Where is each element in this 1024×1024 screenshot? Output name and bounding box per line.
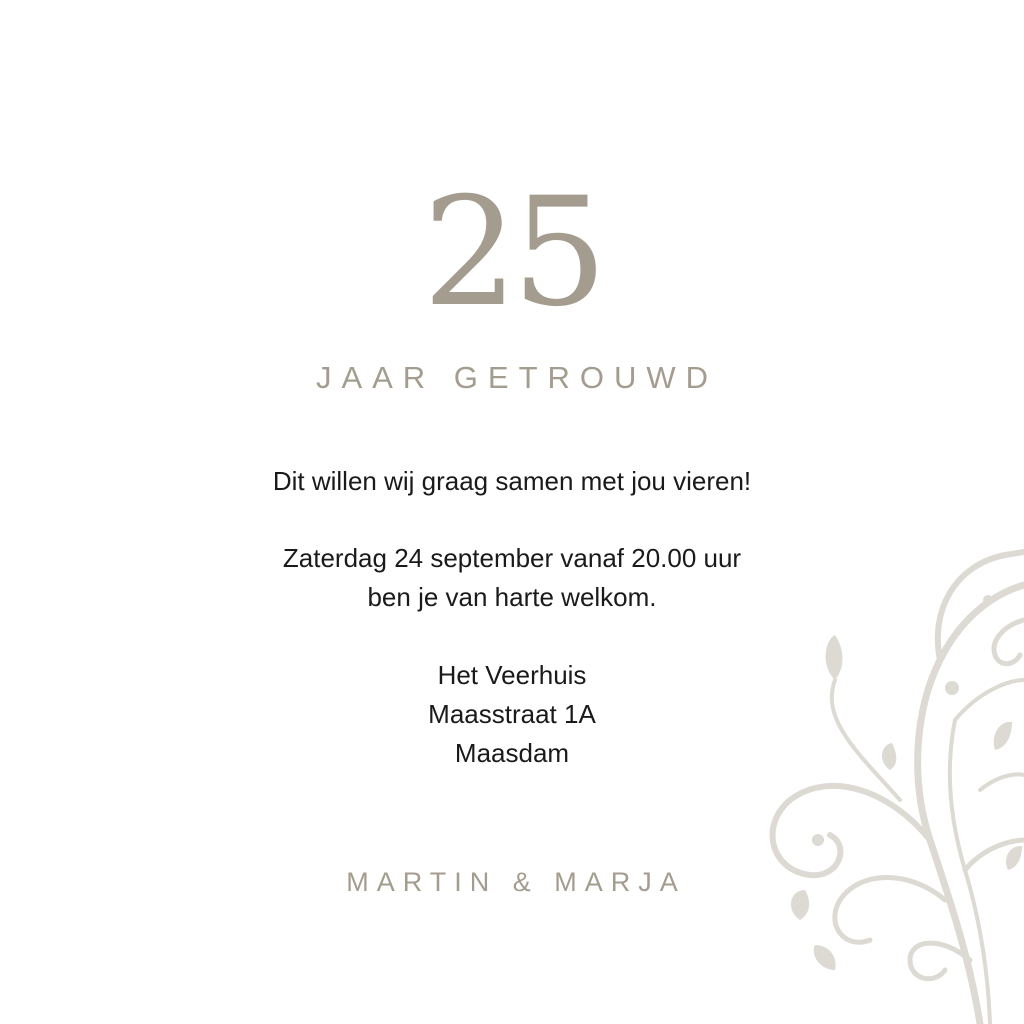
signature: MARTIN & MARJA: [346, 867, 686, 897]
venue-street: Maasstraat 1A: [428, 699, 596, 729]
invite-line: Dit willen wij graag samen met jou vieren!: [272, 466, 752, 496]
welcome-line: ben je van harte welkom.: [367, 582, 657, 612]
anniversary-subtitle: JAAR GETROUWD: [315, 360, 719, 395]
venue-name: Het Veerhuis: [437, 660, 587, 690]
venue-city: Maasdam: [454, 738, 570, 768]
date-paragraph: [0, 539, 1024, 617]
venue-address: [0, 656, 1024, 773]
date-line: Zaterdag 24 september vanaf 20.00 uur: [282, 543, 742, 573]
invite-paragraph: [0, 462, 1024, 501]
anniversary-number: 25: [422, 166, 602, 340]
